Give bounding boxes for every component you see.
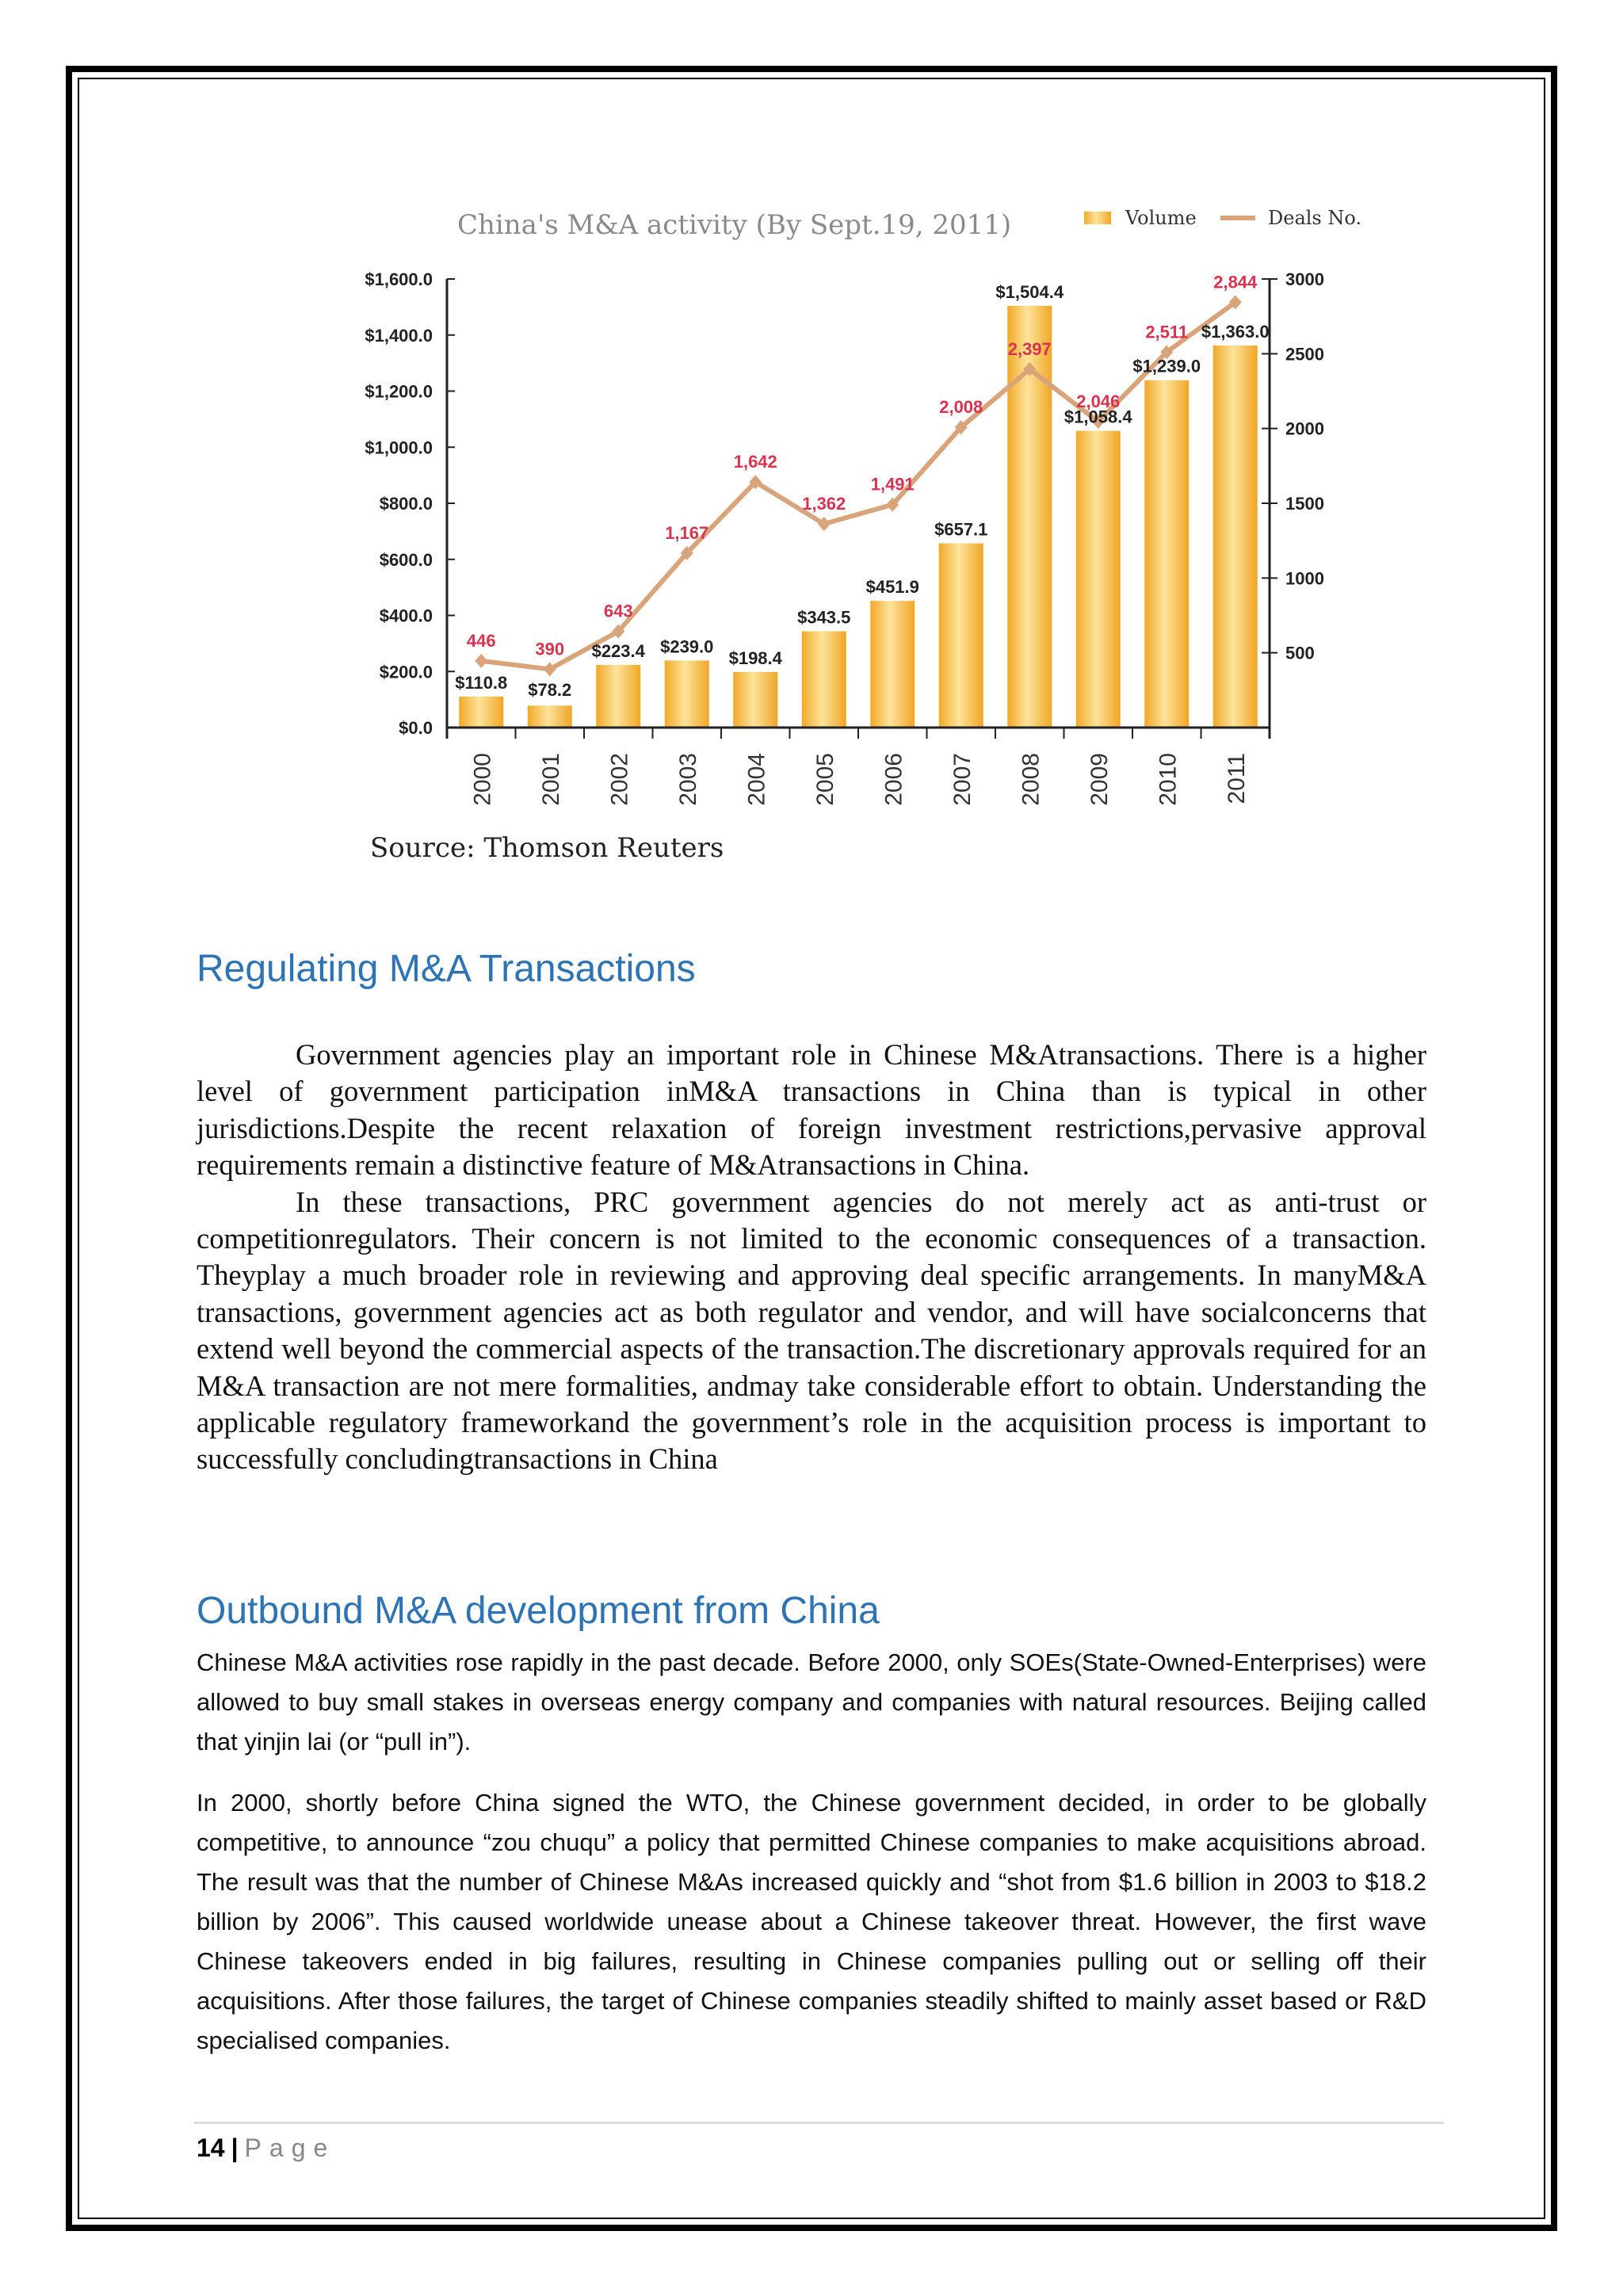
deals-value-label: 2,844: [1213, 272, 1258, 292]
legend: [1084, 207, 1361, 229]
page-number: 14: [197, 2134, 225, 2162]
bar-value-label: $1,363.0: [1201, 321, 1270, 342]
paragraph: Chinese M&A activities rose rapidly in the past decade. Before 2000, only SOEs(State-Owned-Enterprises) were allowed to buy small stakes in overseas energy company and companies with natural resources. Beijing called that yinjin lai (or “pull in”).: [197, 1648, 1426, 1755]
x-tick-label: 2001: [537, 753, 564, 806]
y-tick-label-right: 1000: [1285, 568, 1324, 589]
y-tick-label-right: 2500: [1285, 344, 1324, 365]
deals-value-label: 446: [466, 630, 496, 651]
section-heading-outbound: Outbound M&A development from China: [197, 1590, 880, 1632]
deals-value-label: 1,642: [733, 452, 777, 472]
bar-value-label: $223.4: [591, 640, 645, 661]
bar-value-label: $451.9: [865, 577, 919, 598]
legend-volume-swatch: [1084, 212, 1111, 224]
deals-value-label: 1,362: [802, 494, 846, 514]
bar-2011: [1213, 346, 1258, 728]
page-label: Page: [244, 2134, 336, 2162]
x-tick-label: 2002: [606, 753, 633, 806]
y-tick-label-left: $200.0: [379, 662, 433, 682]
deals-value-label: 2,511: [1145, 322, 1189, 342]
bar-value-label: $239.0: [660, 636, 714, 657]
deals-value-label: 643: [603, 601, 633, 621]
deals-value-label: 2,008: [939, 397, 983, 418]
y-tick-label-left: $1,400.0: [365, 325, 433, 346]
y-tick-label-right: 500: [1285, 643, 1315, 663]
x-tick-label: 2006: [880, 753, 907, 806]
outbound-body: [197, 1643, 1426, 2082]
deals-value-label: 1,167: [665, 522, 709, 543]
bar-2000: [459, 697, 503, 728]
x-tick-label: 2004: [743, 753, 770, 806]
y-tick-label-left: $800.0: [379, 494, 433, 514]
bar-2010: [1144, 380, 1189, 728]
y-tick-label-right: 2000: [1285, 418, 1324, 439]
deals-value-label: 2,397: [1007, 338, 1052, 359]
chart-title: China's M&A activity (By Sept.19, 2011): [457, 209, 1012, 241]
bar-value-label: $110.8: [455, 672, 508, 693]
bar-2001: [528, 705, 572, 728]
y-tick-label-left: $0.0: [399, 718, 433, 738]
paragraph: In these transactions, PRC government agencies do not merely act as anti-trust or competitionregulators. Their concern is not limited to the economic consequences of a transaction. Theyplay a much broader role in reviewing and approving deal specific arrangements. In manyM&A transactions, government agencies act as both regulator and vendor, and will have socialconcerns that extend well beyond the commercial aspects of the transaction.The discretionary approvals required for an M&A transaction are not mere formalities, andmay take considerable effort to obtain. Understanding the applicable regulatory frameworkand the government’s role in the acquisition process is important to successfully concludingtransactions in China: [197, 1185, 1426, 1476]
x-tick-label: 2011: [1223, 753, 1250, 804]
x-tick-label: 2009: [1086, 753, 1113, 806]
deals-value-label: 390: [535, 639, 565, 659]
y-tick-label-left: $400.0: [379, 606, 433, 626]
bar-2004: [733, 672, 777, 728]
legend-deals-label: Deals No.: [1268, 207, 1362, 229]
y-tick-label-right: 3000: [1285, 269, 1324, 289]
paragraph: In 2000, shortly before China signed the WTO, the Chinese government decided, in order to be globally competitive, to announce “zou chuqu” a policy that permitted Chinese companies to make acquisitions abroad. The result was that the number of Chinese M&As increased quickly and “shot from $1.6 billion in 2003 to $18.2 billion by 2006”. This caused worldwide unease about a Chinese takeover threat. However, the first wave Chinese takeovers ended in big failures, resulting in Chinese companies pulling out or selling off their acquisitions. After those failures, the target of Chinese companies steadily shifted to mainly asset based or R&D specialised companies.: [197, 1789, 1426, 2054]
legend-volume-label: Volume: [1125, 207, 1197, 229]
bar-2009: [1076, 431, 1121, 728]
x-tick-label: 2003: [674, 753, 701, 806]
y-tick-label-left: $600.0: [379, 549, 433, 570]
y-tick-label-right: 1500: [1285, 494, 1324, 514]
chart-source: Source: Thomson Reuters: [370, 832, 724, 864]
bar-2003: [665, 660, 709, 728]
y-tick-label-left: $1,600.0: [365, 269, 433, 289]
bar-2006: [870, 601, 915, 728]
y-tick-label-left: $1,000.0: [365, 437, 433, 458]
x-tick-label: 2007: [949, 753, 976, 806]
x-tick-label: 2000: [469, 753, 496, 806]
x-tick-label: 2010: [1155, 753, 1182, 806]
ma-activity-chart: [0, 0, 1623, 872]
bar-value-label: $343.5: [797, 607, 851, 628]
bar-2002: [596, 665, 640, 728]
deals-point-2000: [475, 654, 487, 668]
bar-2005: [802, 631, 846, 728]
bar-value-label: $1,504.4: [995, 281, 1064, 302]
x-tick-label: 2005: [812, 753, 838, 806]
footer-separator: |: [231, 2134, 239, 2162]
bar-value-label: $1,058.4: [1064, 407, 1132, 427]
regulating-body: [197, 1037, 1426, 1478]
bar-2007: [939, 544, 983, 728]
bar-value-label: $657.1: [934, 519, 988, 540]
deals-value-label: 2,046: [1076, 391, 1121, 411]
bar-value-label: $1,239.0: [1132, 356, 1201, 376]
deals-value-label: 1,491: [870, 474, 915, 495]
deals-line: [481, 302, 1235, 669]
footer-divider: [194, 2122, 1444, 2124]
bar-value-label: $198.4: [728, 648, 782, 668]
page-footer: [197, 2134, 335, 2163]
y-tick-label-left: $1,200.0: [365, 381, 433, 402]
x-tick-label: 2008: [1018, 753, 1044, 806]
section-heading-regulating: Regulating M&A Transactions: [197, 948, 696, 990]
paragraph: Government agencies play an important role in Chinese M&Atransactions. There is a higher level of government participation inM&A transactions in China than is typical in other jurisdictions.Despite the recent relaxation of foreign investment restrictions,pervasive approval requirements remain a distinctive feature of M&Atransactions in China.: [197, 1038, 1426, 1182]
bar-value-label: $78.2: [528, 680, 572, 700]
